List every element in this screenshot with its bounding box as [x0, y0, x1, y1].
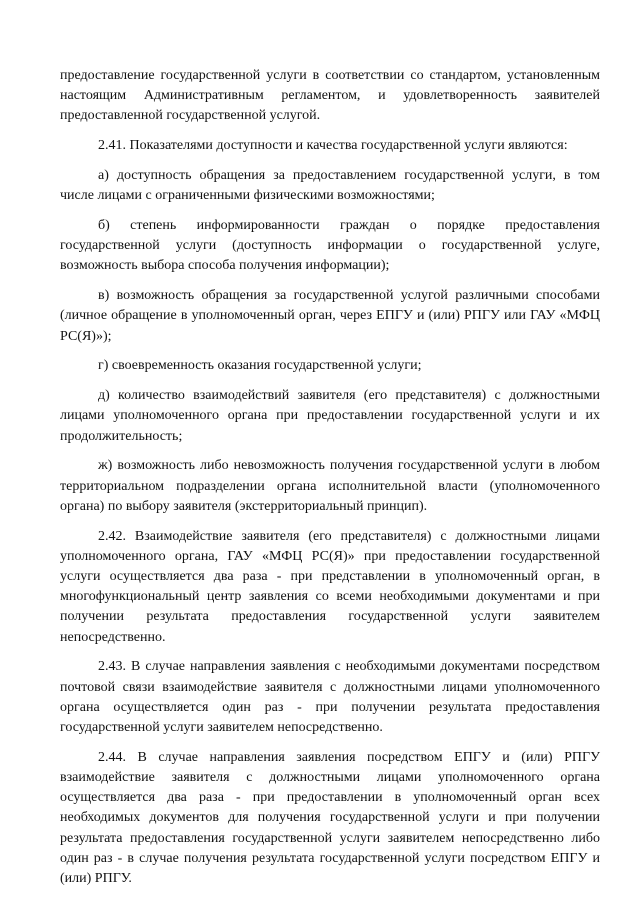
paragraph-2-42: 2.42. Взаимодействие заявителя (его представителя) с должностными лицами уполномоченного органа, ГАУ «МФЦ РС(Я)» при предоставлении государственной услуги осуществляется два раза - при представлении в уполномоченный орган, в многофункциональный центр заявления со всеми необходимыми документами и при получении результата предоставления государственной услуги заявителем непосредственно.: [60, 528, 600, 645]
list-item-v: в) возможность обращения за государственной услугой различными способами (личное обращение в уполномоченный орган, через ЕПГУ и (или) РПГУ или ГАУ «МФЦ РС(Я)»);: [60, 288, 600, 344]
list-item-a: а) доступность обращения за предоставлением государственной услуги, в том числе лицами с ограниченными физическими возможностями;: [60, 168, 600, 204]
list-item-b: б) степень информированности граждан о порядке предоставления государственной услуги (доступность информации о государственной услуге, возможность выбора способа получения информации);: [60, 218, 600, 274]
paragraph-2-41: 2.41. Показателями доступности и качества государственной услуги являются:: [98, 138, 568, 154]
list-item-d: д) количество взаимодействий заявителя (его представителя) с должностными лицами уполномоченного органа при предоставлении государственной услуги и их продолжительность;: [60, 388, 600, 444]
list-item-zh: ж) возможность либо невозможность получения государственной услуги в любом территориальном подразделении органа исполнительной власти (уполномоченного органа) по выбору заявителя (экстерриториальный принцип).: [60, 458, 600, 514]
paragraph-2-44: 2.44. В случае направления заявления посредством ЕПГУ и (или) РПГУ взаимодействие заявителя с должностными лицами уполномоченного органа осуществляется два раза - при предоставлении в уполномоченный орган всех необходимых документов для получения государственной услуги и при получении результата предоставления государственной услуги заявителем непосредственно либо один раз - в случае получения результата государственной услуги посредством ЕПГУ и (или) РПГУ.: [60, 749, 600, 887]
paragraph-continuation: предоставление государственной услуги в соответствии со стандартом, установленным настоящим Административным регламентом, и удовлетворенность заявителей предоставленной государственной услугой.: [60, 68, 600, 124]
paragraph-2-43: 2.43. В случае направления заявления с необходимыми документами посредством почтовой связи взаимодействие заявителя с должностными лицами уполномоченного органа осуществляется один раз - при получении результата предоставления государственной услуги заявителем непосредственно.: [60, 659, 600, 736]
document-body: [60, 66, 600, 889]
list-item-g: г) своевременность оказания государственной услуги;: [98, 358, 422, 374]
